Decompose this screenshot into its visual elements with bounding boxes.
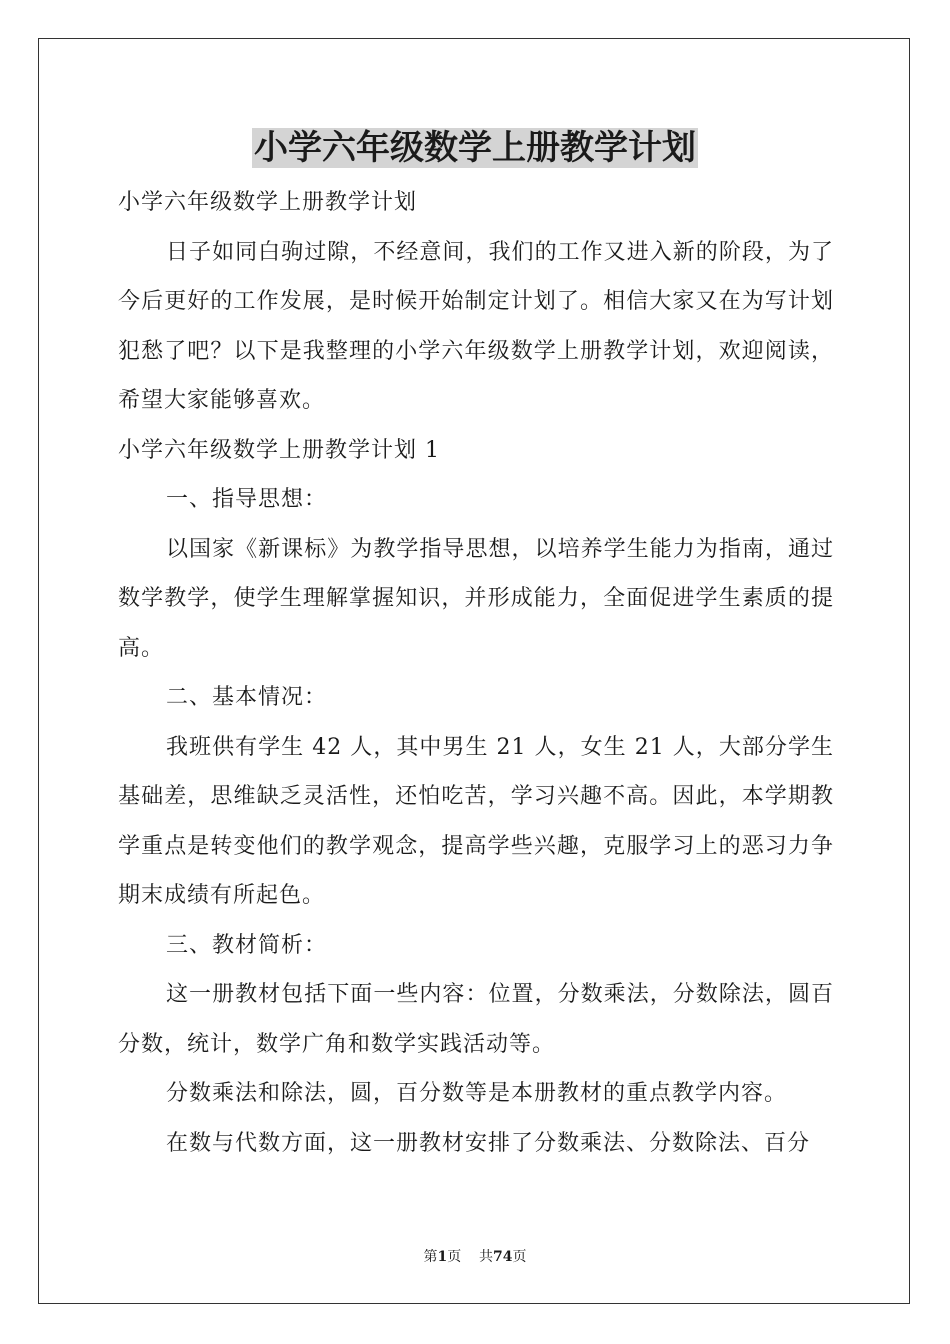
footer-total-pages: 74 [493,1249,513,1265]
paragraph: 以国家《新课标》为教学指导思想，以培养学生能力为指南，通过数学教学，使学生理解掌握知识，并形成能力，全面促进学生素质的提高。 [118,536,834,661]
page-footer [0,1247,950,1267]
document-body [118,178,834,1168]
footer-current-page: 1 [437,1249,448,1265]
paragraph: 小学六年级数学上册教学计划 1 [118,437,440,463]
footer-page-suffix: 页 [447,1249,462,1265]
paragraph: 分数乘法和除法，圆，百分数等是本册教材的重点教学内容。 [166,1081,788,1106]
footer-page-prefix: 第 [423,1249,438,1265]
document-title [0,124,950,172]
paragraph: 二、基本情况： [166,685,328,710]
paragraph: 小学六年级数学上册教学计划 [118,190,418,215]
paragraph: 一、指导思想： [166,487,328,512]
paragraph: 我班供有学生 42 人，其中男生 21 人，女生 21 人，大部分学生基础差，思维缺乏灵活性，还怕吃苦，学习兴趣不高。因此，本学期教学重点是转变他们的教学观念，提高学些兴趣，克服学习上的恶习力争期末成绩有所起色。 [118,734,834,908]
paragraph: 日子如同白驹过隙，不经意间，我们的工作又进入新的阶段，为了今后更好的工作发展，是时候开始制定计划了。相信大家又在为写计划犯愁了吧？以下是我整理的小学六年级数学上册教学计划，欢迎阅读，希望大家能够喜欢。 [118,239,834,413]
document-title-text: 小学六年级数学上册教学计划 [254,128,696,168]
paragraph: 在数与代数方面，这一册教材安排了分数乘法、分数除法、百分 [166,1130,811,1156]
footer-total-suffix: 页 [512,1249,527,1265]
paragraph: 三、教材简析： [166,932,328,958]
footer-total-prefix: 共 [479,1249,494,1265]
paragraph: 这一册教材包括下面一些内容：位置，分数乘法，分数除法，圆百分数，统计，数学广角和数学实践活动等。 [118,982,834,1057]
